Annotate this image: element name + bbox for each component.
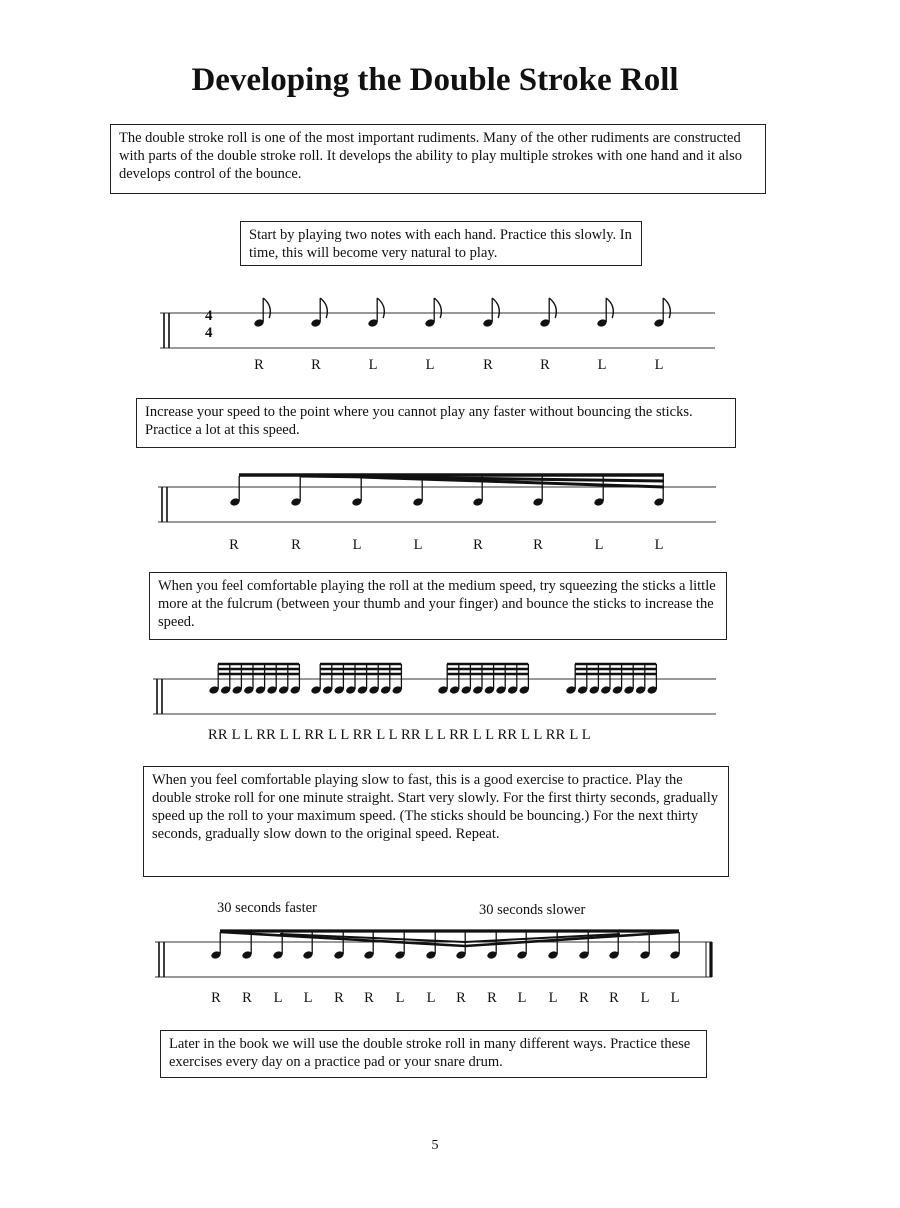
sticking-letter: L bbox=[654, 357, 664, 373]
sticking-letter: L bbox=[670, 990, 680, 1006]
exercise1-ts-bottom: 4 bbox=[205, 325, 213, 341]
sticking-letter: L bbox=[425, 357, 435, 373]
sticking-letter: R bbox=[334, 990, 344, 1006]
sticking-letter: R bbox=[533, 537, 543, 553]
sticking-letter: L bbox=[395, 990, 405, 1006]
ex1-flag bbox=[606, 298, 613, 318]
sticking-letter: L bbox=[273, 990, 283, 1006]
sticking-letter: R bbox=[254, 357, 264, 373]
sticking-letter: R bbox=[473, 537, 483, 553]
ex1-flag bbox=[492, 298, 499, 318]
ex1-flag bbox=[549, 298, 556, 318]
ex1-flag bbox=[377, 298, 384, 318]
exercise1-ts-top: 4 bbox=[205, 308, 213, 324]
sticking-letter: R bbox=[291, 537, 301, 553]
ex4-beam-fan bbox=[220, 932, 465, 946]
sticking-letter: L bbox=[426, 990, 436, 1006]
exercise2-sticking bbox=[0, 537, 900, 557]
sticking-letter: R bbox=[487, 990, 497, 1006]
exercise4-instruction-box: When you feel comfortable playing slow to fast, this is a good exercise to practice. Play the double stroke roll for one minute straight. Start very slowly. For the first thirty seconds, gradually speed up the roll to your maximum speed. (The sticks should be bouncing.) For the next thirty seconds, gradually slow down to the original speed. Repeat. bbox=[143, 766, 729, 877]
page-title: Developing the Double Stroke Roll bbox=[191, 62, 679, 98]
sticking-letter: L bbox=[594, 537, 604, 553]
outro-text-box: Later in the book we will use the double stroke roll in many different ways. Practice these exercises every day on a practice pad or your snare drum. bbox=[160, 1030, 707, 1078]
exercise3-instruction-box: When you feel comfortable playing the roll at the medium speed, try squeezing the sticks a little more at the fulcrum (between your thumb and your finger) and bounce the sticks to increase the speed. bbox=[149, 572, 727, 640]
exercise4-sticking bbox=[0, 990, 900, 1010]
sticking-letter: R bbox=[364, 990, 374, 1006]
label-30-seconds-faster: 30 seconds faster bbox=[217, 900, 317, 916]
sticking-letter: R bbox=[456, 990, 466, 1006]
sticking-letter: L bbox=[413, 537, 423, 553]
ex1-flag bbox=[320, 298, 327, 318]
exercise1-sticking bbox=[0, 357, 900, 377]
sticking-letter: R bbox=[242, 990, 252, 1006]
label-30-seconds-slower: 30 seconds slower bbox=[479, 902, 586, 918]
sticking-letter: R bbox=[311, 357, 321, 373]
ex1-flag bbox=[663, 298, 670, 318]
sticking-letter: L bbox=[352, 537, 362, 553]
exercise2-instruction-box: Increase your speed to the point where you cannot play any faster without bouncing the sticks. Practice a lot at this speed. bbox=[136, 398, 736, 448]
intro-text-box: The double stroke roll is one of the most important rudiments. Many of the other rudiments are constructed with parts of the double stroke roll. It develops the ability to play multiple strokes with one hand and it also develops control of the bounce. bbox=[110, 124, 766, 194]
ex1-flag bbox=[263, 298, 270, 318]
sticking-letter: R bbox=[579, 990, 589, 1006]
sticking-letter: L bbox=[548, 990, 558, 1006]
sticking-letter: R bbox=[540, 357, 550, 373]
sticking-letter: R bbox=[229, 537, 239, 553]
ex1-flag bbox=[434, 298, 441, 318]
sticking-letter: R bbox=[483, 357, 493, 373]
exercise1-instruction-box: Start by playing two notes with each hand. Practice this slowly. In time, this will become very natural to play. bbox=[240, 221, 642, 266]
sticking-letter: L bbox=[640, 990, 650, 1006]
sticking-letter: L bbox=[654, 537, 664, 553]
sticking-letter: L bbox=[368, 357, 378, 373]
page-number: 5 bbox=[431, 1138, 439, 1153]
sticking-letter: L bbox=[303, 990, 313, 1006]
sticking-letter: L bbox=[597, 357, 607, 373]
ex4-beam-fan bbox=[465, 932, 679, 946]
exercise3-sticking: RR L L RR L L RR L L RR L L RR L L RR L L RR L L RR L L bbox=[208, 727, 591, 743]
sticking-letter: R bbox=[211, 990, 221, 1006]
sticking-letter: R bbox=[609, 990, 619, 1006]
sticking-letter: L bbox=[517, 990, 527, 1006]
